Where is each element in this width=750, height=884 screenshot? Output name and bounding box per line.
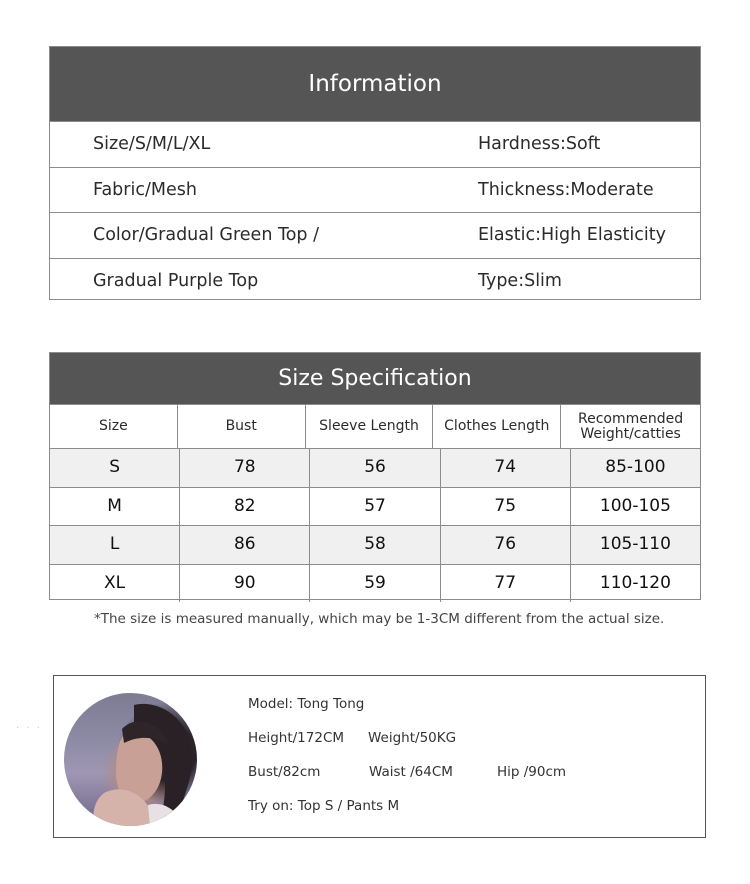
cell-sleeve: 56	[309, 449, 439, 487]
size-specification-title: Size Specification	[50, 353, 700, 404]
cell-clothes: 76	[440, 526, 570, 564]
cell-bust: 90	[179, 565, 309, 603]
info-color-continued: Gradual Purple Top	[93, 270, 259, 291]
model-waist: Waist /64CM	[369, 764, 453, 780]
size-row-m	[50, 487, 700, 526]
cell-size: S	[109, 457, 120, 478]
cell-bust: 86	[179, 526, 309, 564]
cell-size: L	[109, 534, 120, 555]
header-size: Size	[99, 418, 128, 434]
model-weight: Weight/50KG	[368, 730, 457, 746]
info-thickness: Thickness:Moderate	[478, 179, 654, 200]
cell-sleeve: 59	[309, 565, 439, 603]
model-portrait-icon	[64, 693, 197, 826]
info-size: Size/S/M/L/XL	[93, 134, 211, 155]
size-row-l	[50, 525, 700, 564]
model-try-on: Try on: Top S / Pants M	[248, 798, 400, 814]
info-row	[50, 121, 700, 167]
model-name: Model: Tong Tong	[248, 696, 365, 712]
cell-clothes: 77	[440, 565, 570, 603]
size-row-s	[50, 448, 700, 487]
cell-sleeve: 58	[309, 526, 439, 564]
model-hip: Hip /90cm	[497, 764, 567, 780]
info-fabric: Fabric/Mesh	[93, 179, 197, 200]
model-bust: Bust/82cm	[248, 764, 321, 780]
info-hardness: Hardness:Soft	[478, 134, 601, 155]
cell-clothes: 75	[440, 488, 570, 526]
model-card	[53, 675, 706, 838]
information-table	[49, 46, 701, 300]
header-bust: Bust	[177, 405, 305, 448]
cell-weight: 110-120	[570, 565, 700, 603]
info-color: Color/Gradual Green Top /	[93, 225, 319, 246]
model-photo	[64, 693, 197, 826]
model-height: Height/172CM	[248, 730, 345, 746]
info-row	[50, 212, 700, 258]
cell-bust: 82	[179, 488, 309, 526]
cell-size: XL	[104, 572, 126, 593]
header-recommended-weight: Recommended Weight/catties	[560, 405, 700, 448]
info-type: Type:Slim	[478, 270, 562, 291]
cell-sleeve: 57	[309, 488, 439, 526]
cell-bust: 78	[179, 449, 309, 487]
info-elastic: Elastic:High Elasticity	[478, 225, 666, 246]
header-clothes-length: Clothes Length	[432, 405, 560, 448]
size-specification-table	[49, 352, 701, 600]
cell-size: M	[107, 495, 122, 516]
information-title: Information	[50, 47, 700, 121]
size-row-xl	[50, 564, 700, 603]
info-row	[50, 258, 700, 304]
size-disclaimer: *The size is measured manually, which may be 1-3CM different from the actual size.	[94, 611, 665, 627]
cell-clothes: 74	[440, 449, 570, 487]
cell-weight: 85-100	[570, 449, 700, 487]
cell-weight: 105-110	[570, 526, 700, 564]
info-row	[50, 167, 700, 213]
header-sleeve-length: Sleeve Length	[305, 405, 433, 448]
size-header-row	[50, 404, 700, 448]
decorative-dots: · · ·	[16, 723, 42, 734]
cell-weight: 100-105	[570, 488, 700, 526]
